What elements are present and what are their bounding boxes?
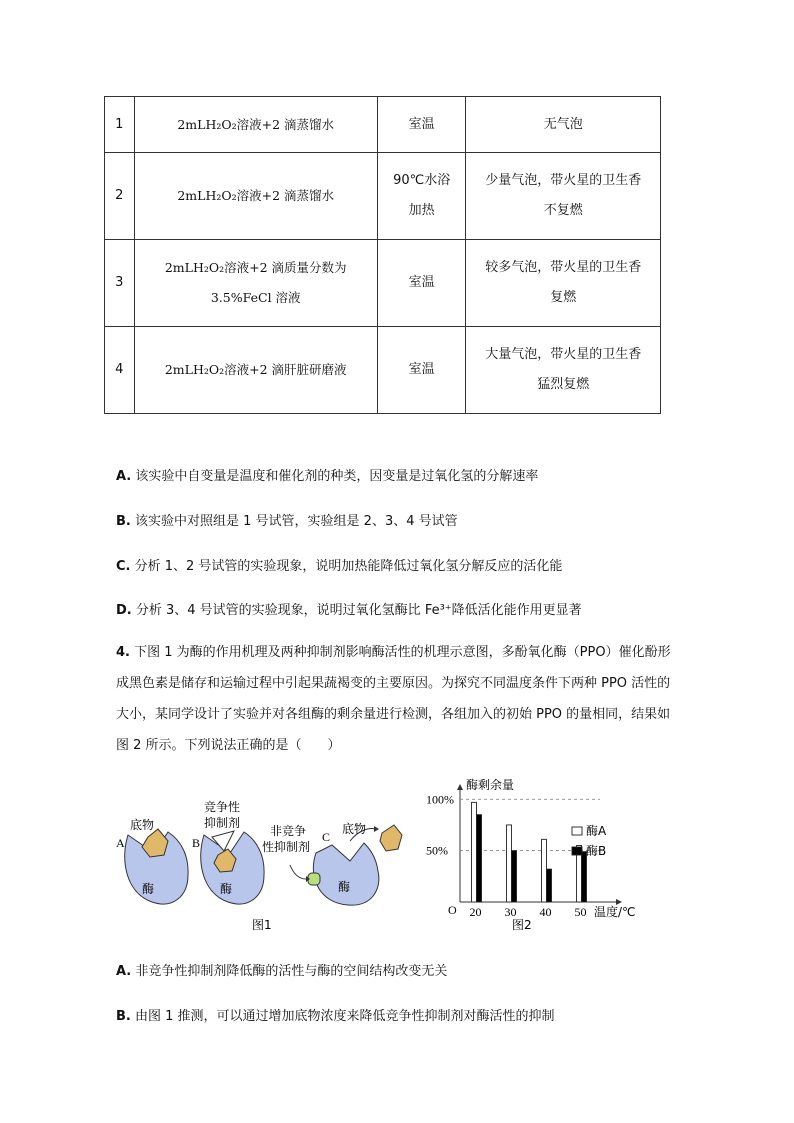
tube-number-cell: 3 bbox=[105, 240, 135, 327]
q4-number: 4. bbox=[116, 645, 130, 660]
legend-swatch-酶A bbox=[572, 827, 582, 835]
condition-cell-line: 室温 bbox=[408, 116, 435, 132]
reagent-cell-line: 2mLH₂O₂溶液+2 滴肝脏研磨液 bbox=[164, 362, 347, 377]
arrow-noncompetitive bbox=[290, 865, 306, 879]
y-axis-label: 酶剩余量 bbox=[466, 778, 515, 792]
condition-cell-line: 加热 bbox=[408, 203, 435, 218]
q4-line-4: 图 2 所示。下列说法正确的是（ ） bbox=[116, 738, 341, 753]
figure-enzyme-diagrams bbox=[110, 775, 650, 935]
result-cell-line: 少量气泡，带火星的卫生香 bbox=[485, 173, 642, 188]
condition-cell bbox=[377, 97, 466, 153]
q3-option-a[interactable]: A. 该实验中自变量是温度和催化剂的种类，因变量是过氧化氢的分解速率 bbox=[116, 469, 539, 484]
legend-label: 酶A bbox=[586, 824, 607, 838]
reagent-cell-line: 2mLH₂O₂溶液+2 滴质量分数为 bbox=[164, 260, 347, 275]
question-4-stem bbox=[116, 637, 676, 761]
condition-cell-line: 室温 bbox=[408, 362, 435, 377]
tube-number-cell: 1 bbox=[105, 97, 135, 153]
reagent-cell bbox=[134, 240, 377, 327]
table-row bbox=[105, 327, 661, 414]
label-substrate-c: 底物 bbox=[342, 822, 367, 836]
q3-option-d[interactable]: D. 分析 3、4 号试管的实验现象，说明过氧化氢酶比 Fe³⁺降低活化能作用更显著 bbox=[116, 603, 582, 618]
result-cell-line: 大量气泡，带火星的卫生香 bbox=[485, 347, 642, 362]
q4-option-b[interactable]: B. 由图 1 推测，可以通过增加底物浓度来降低竞争性抑制剂对酶活性的抑制 bbox=[116, 1009, 555, 1024]
label-enzyme-a: 酶 bbox=[142, 882, 155, 896]
bar-酶B-50 bbox=[582, 852, 587, 902]
label-noncompetitive-2: 性抑制剂 bbox=[262, 840, 311, 854]
reagent-cell bbox=[134, 97, 377, 153]
condition-cell bbox=[377, 240, 466, 327]
label-enzyme-b: 酶 bbox=[220, 882, 233, 896]
reagent-cell bbox=[134, 153, 377, 240]
result-cell-line: 复燃 bbox=[550, 290, 577, 305]
figure-1-mechanism bbox=[116, 799, 402, 932]
label-substrate-a: 底物 bbox=[130, 818, 155, 832]
bar-酶B-30 bbox=[512, 851, 517, 902]
table-row bbox=[105, 97, 661, 153]
arrowhead-substrate-c bbox=[374, 826, 379, 832]
q4-line-3: 大小，某同学设计了实验并对各组酶的剩余量进行检测，各组加入的初始 PPO 的量相同，结果如 bbox=[116, 707, 671, 722]
x-tick-label: 50 bbox=[574, 905, 587, 919]
x-tick-label: 40 bbox=[539, 905, 552, 919]
condition-cell bbox=[377, 153, 466, 240]
label-b: B bbox=[192, 836, 201, 850]
reagent-cell-line: 2mLH₂O₂溶液+2 滴蒸馏水 bbox=[177, 188, 335, 203]
q3-option-b[interactable]: B. 该实验中对照组是 1 号试管，实验组是 2、3、4 号试管 bbox=[116, 514, 458, 529]
label-enzyme-c: 酶 bbox=[338, 880, 351, 894]
origin-label: O bbox=[448, 903, 457, 917]
q4-line-1: 4. 下图 1 为酶的作用机理及两种抑制剂影响酶活性的机理示意图，多酚氧化酶（PPO）催化酚形 bbox=[116, 645, 671, 660]
x-axis-label: 温度/℃ bbox=[594, 905, 636, 919]
result-cell bbox=[466, 153, 661, 240]
label-c: C bbox=[322, 830, 331, 844]
result-cell-line: 较多气泡，带火星的卫生香 bbox=[485, 260, 642, 275]
result-cell-line: 猛烈复燃 bbox=[537, 377, 590, 392]
label-competitive-2: 抑制剂 bbox=[204, 816, 241, 830]
result-cell-line: 不复燃 bbox=[543, 203, 583, 218]
reagent-cell-line: 3.5%FeCl 溶液 bbox=[210, 290, 301, 305]
label-a: A bbox=[116, 836, 125, 850]
legend-swatch-酶B bbox=[572, 847, 582, 855]
y-axis-arrow bbox=[457, 784, 463, 790]
bar-酶A-30 bbox=[507, 825, 512, 902]
legend-label: 酶B bbox=[586, 844, 607, 858]
tube-number-cell: 4 bbox=[105, 327, 135, 414]
enzyme-c-shape bbox=[313, 843, 379, 905]
x-tick-label: 20 bbox=[469, 905, 482, 919]
tube-number-cell: 2 bbox=[105, 153, 135, 240]
x-tick-label: 30 bbox=[504, 905, 517, 919]
figure-2-bar-chart bbox=[426, 777, 636, 932]
bar-酶A-20 bbox=[472, 802, 477, 902]
condition-cell bbox=[377, 327, 466, 414]
result-cell-line: 无气泡 bbox=[543, 116, 583, 132]
figure-2-caption: 图2 bbox=[512, 918, 532, 932]
substrate-c bbox=[380, 825, 402, 851]
condition-cell-line: 90℃水浴 bbox=[393, 173, 451, 188]
result-cell bbox=[466, 327, 661, 414]
result-cell bbox=[466, 97, 661, 153]
y-tick-label: 100% bbox=[426, 792, 454, 807]
label-noncompetitive-1: 非竞争 bbox=[270, 824, 307, 838]
reagent-cell-line: 2mLH₂O₂溶液+2 滴蒸馏水 bbox=[177, 116, 335, 132]
bar-酶B-20 bbox=[477, 815, 482, 902]
q4-line-2: 成黑色素是储存和运输过程中引起果蔬褐变的主要原因。为探究不同温度条件下两种 PPO 活性的 bbox=[116, 676, 671, 691]
figure-1-caption: 图1 bbox=[252, 918, 272, 932]
condition-cell-line: 室温 bbox=[408, 275, 435, 290]
q3-option-c[interactable]: C. 分析 1、2 号试管的实验现象，说明加热能降低过氧化氢分解反应的活化能 bbox=[116, 559, 563, 574]
table-row bbox=[105, 240, 661, 327]
y-tick-label: 50% bbox=[426, 843, 448, 858]
result-cell bbox=[466, 240, 661, 327]
label-competitive-1: 竞争性 bbox=[204, 800, 241, 814]
q4-option-a[interactable]: A. 非竞争性抑制剂降低酶的活性与酶的空间结构改变无关 bbox=[116, 964, 448, 979]
reagent-cell bbox=[134, 327, 377, 414]
bar-酶A-40 bbox=[542, 839, 547, 902]
table-row bbox=[105, 153, 661, 240]
bar-酶B-40 bbox=[547, 869, 552, 902]
experiment-table bbox=[104, 96, 661, 414]
